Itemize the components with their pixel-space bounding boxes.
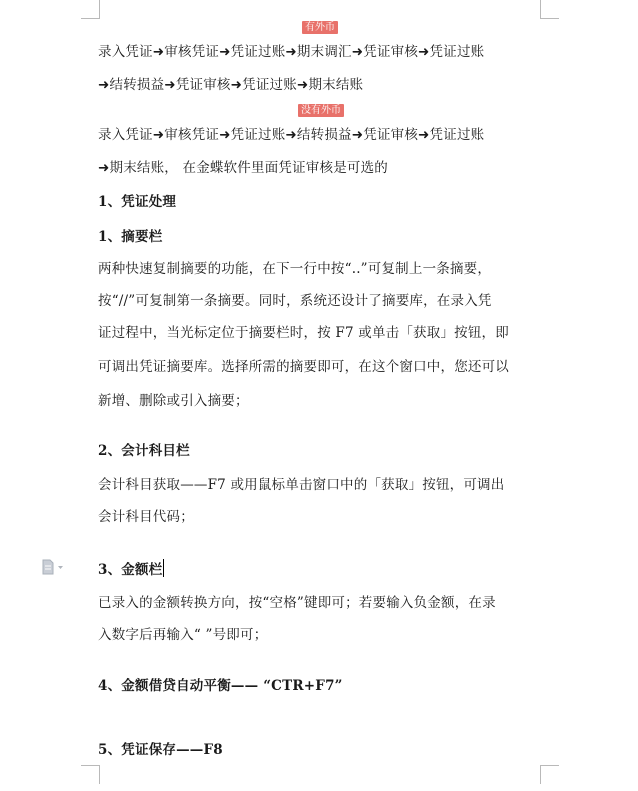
section-1-heading: 1、凭证处理 xyxy=(98,194,177,210)
save-voucher-heading: 5、凭证保存——F8 xyxy=(98,742,223,758)
summary-paragraph-line-4: 可调出凭证摘要库。选择所需的摘要即可，在这个窗口中，您还可以 xyxy=(98,359,509,375)
document-icon[interactable] xyxy=(41,559,65,575)
amount-column-heading-row xyxy=(98,559,548,579)
auto-balance-heading: 4、金额借贷自动平衡—— “CTR+F7” xyxy=(98,678,343,694)
page-corner-top-right xyxy=(540,0,559,19)
page-corner-bottom-left xyxy=(81,765,100,784)
flow-no-fx-line-2: ➜期末结账， 在金蝶软件里面凭证审核是可选的 xyxy=(98,160,389,176)
account-paragraph-line-2: 会计科目代码； xyxy=(98,509,194,525)
summary-paragraph-line-3: 证过程中，当光标定位于摘要栏时，按 F7 或单击「获取」按钮，即 xyxy=(98,325,509,341)
summary-paragraph-line-1: 两种快速复制摘要的功能，在下一行中按“..”可复制上一条摘要， xyxy=(98,261,492,277)
account-paragraph-line-1: 会计科目获取——F7 或用鼠标单击窗口中的「获取」按钮，可调出 xyxy=(98,477,505,493)
foreign-currency-tag: 有外币 xyxy=(302,21,338,34)
flow-with-fx-line-1: 录入凭证➜审核凭证➜凭证过账➜期末调汇➜凭证审核➜凭证过账 xyxy=(98,44,485,60)
summary-paragraph-line-2: 按“//”可复制第一条摘要。同时，系统还设计了摘要库，在录入凭 xyxy=(98,293,492,309)
amount-column-heading: 3、金额栏 xyxy=(98,562,163,578)
account-column-heading: 2、会计科目栏 xyxy=(98,443,190,459)
amount-paragraph-line-2: 入数字后再输入“ ”号即可； xyxy=(98,627,268,643)
summary-paragraph-line-5: 新增、删除或引入摘要； xyxy=(98,393,249,409)
amount-paragraph-line-1: 已录入的金额转换方向，按“空格”键即可；若要输入负金额，在录 xyxy=(98,595,496,611)
flow-with-fx-line-2: ➜结转损益➜凭证审核➜凭证过账➜期末结账 xyxy=(98,77,364,93)
no-foreign-currency-tag: 没有外币 xyxy=(298,104,344,117)
text-cursor xyxy=(163,559,164,577)
page-corner-bottom-right xyxy=(540,765,559,784)
flow-no-fx-line-1: 录入凭证➜审核凭证➜凭证过账➜结转损益➜凭证审核➜凭证过账 xyxy=(98,127,485,143)
page-corner-top-left xyxy=(81,0,100,19)
summary-column-heading: 1、摘要栏 xyxy=(98,229,163,245)
